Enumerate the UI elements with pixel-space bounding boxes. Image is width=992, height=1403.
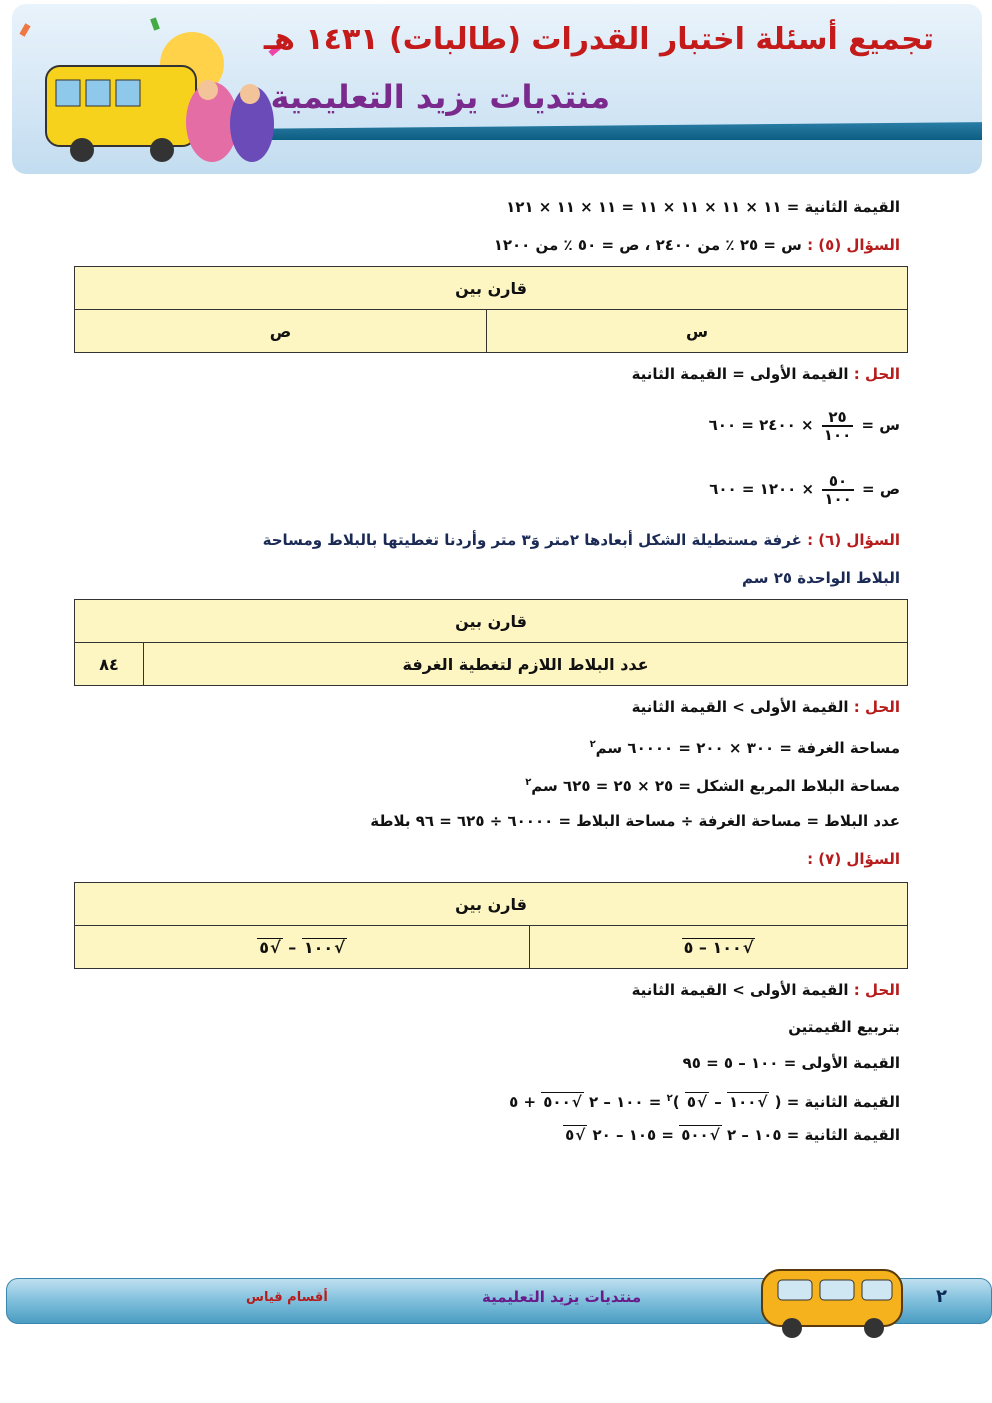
compare-caption: قارن بين [75,267,908,310]
solution [74,355,908,393]
expr-part: القيمة الثانية = ١٠٥ – ٢ [726,1126,900,1144]
superscript: ٢ [525,777,532,788]
radical: √ ٥ [563,1125,587,1144]
minus-sign: – [288,937,297,957]
room-area: مساحة الغرفة = ٣٠٠ × ٢٠٠ = ٦٠٠٠٠ سم [595,739,900,757]
footer-sections-label: أقسام قياس [246,1290,328,1305]
compare-caption: قارن بين [75,600,908,643]
compare-table [74,266,908,353]
solution-label: الحل : [853,981,900,999]
expr-part: = ١٠٠ – ٢ [589,1093,662,1111]
fraction-numerator: ٥٠ [822,473,853,491]
confetti-icon [150,17,160,30]
first-value-squared: القيمة الأولى = ١٠٠ – ٥ = ٩٥ [682,1054,900,1072]
question-7 [74,840,908,878]
equation-rest: × ١٢٠٠ = ٦٠٠ [709,480,815,498]
expr-part: القيمة الثانية = ( [774,1093,900,1111]
expr-part: = ١٠٥ – ٢٠ [592,1126,674,1144]
second-value [75,926,530,969]
radical: √ ٥٠٠ [679,1125,721,1144]
text-line [74,1117,908,1153]
confetti-icon [19,23,30,36]
fraction [822,409,853,443]
radical: √ ١٠٠ – ٥ [682,938,756,957]
text-line [74,802,908,840]
radical: √ ١٠٠ [727,1092,769,1111]
page-title: تجميع أسئلة اختبار القدرات (طالبات) ١٤٣١ هـ [263,22,934,57]
text-line [74,764,908,802]
child-head-icon [240,84,260,104]
expr-part: + ٥ [509,1093,537,1111]
minus-sign: – [714,1093,722,1111]
forum-subtitle: منتديات يزيد التعليمية [270,78,610,116]
header-banner [12,4,982,174]
equation-p [74,457,908,521]
fraction-denominator: ١٠٠ [824,489,852,508]
second-value: ٨٤ [75,643,144,686]
question-label: السؤال (٧) : [807,850,900,868]
question-text: س = ٢٥ ٪ من ٢٤٠٠ ، ص = ٥٠ ٪ من ١٢٠٠ [493,236,802,254]
question-6-cont [74,559,908,597]
fraction [822,473,853,507]
squaring-note: بتربيع القيمتين [788,1018,900,1036]
superscript: ٢ [666,1093,673,1104]
first-value [530,926,908,969]
question-text: غرفة مستطيلة الشكل أبعادها ٢متر وَ٣ متر وأردنا تغطيتها بالبلاط ومساحة [262,531,802,549]
solution [74,688,908,726]
radical: √ ٥ [257,938,282,957]
wheel-icon [70,138,94,162]
compare-caption: قارن بين [75,883,908,926]
fraction-denominator: ١٠٠ [823,425,852,444]
footer-forum-name: منتديات يزيد التعليمية [482,1288,642,1306]
page-number: ٢ [936,1286,947,1307]
solution-text: القيمة الأولى > القيمة الثانية [631,698,849,716]
text-line [74,1045,908,1081]
equation-s [74,393,908,457]
question-label: السؤال (٦) : [807,531,900,549]
previous-answer-line: القيمة الثانية = ١١ × ١١ × ١١ × ١١ = ١١ × ١١ × ١٢١ [506,198,900,216]
text-line [74,1081,908,1117]
question-label: السؤال (٥) : [807,236,900,254]
equation-var: س = [861,416,900,434]
solution-label: الحل : [853,698,900,716]
bus-window-icon [116,80,140,106]
radical: √ ٥٠٠ [541,1092,583,1111]
solution-text: القيمة الأولى = القيمة الثانية [631,365,849,383]
child-head-icon [198,80,218,100]
solution-text: القيمة الأولى > القيمة الثانية [631,981,849,999]
fraction-numerator: ٢٥ [822,409,853,427]
first-value: س [487,310,908,353]
first-value: عدد البلاط اللازم لتغطية الغرفة [144,643,908,686]
radical: √ ٥ [685,1092,709,1111]
tile-count: عدد البلاط = مساحة الغرفة ÷ مساحة البلاط = ٦٠٠٠٠ ÷ ٦٢٥ = ٩٦ بلاطة [370,812,900,830]
compare-table [74,882,908,969]
bus-window-icon [56,80,80,106]
radical: √ ١٠٠ [302,938,347,957]
superscript: ٢ [589,739,596,750]
text-line [74,726,908,764]
bus-window-icon [86,80,110,106]
tile-area: مساحة البلاط المربع الشكل = ٢٥ × ٢٥ = ٦٢٥ سم [531,777,900,795]
second-value: ص [75,310,487,353]
text-line [74,188,908,226]
solution-label: الحل : [853,365,900,383]
question-6 [74,521,908,559]
question-text: البلاط الواحدة ٢٥ سم [741,569,900,587]
compare-table [74,599,908,686]
text-line [74,1009,908,1045]
question-5 [74,226,908,264]
equation-rest: × ٢٤٠٠ = ٦٠٠ [708,416,814,434]
solution [74,971,908,1009]
footer-bus-icon [752,1252,912,1342]
expr-part: ) [672,1093,680,1111]
content [74,188,908,1153]
wheel-icon [150,138,174,162]
equation-var: ص = [862,480,900,498]
